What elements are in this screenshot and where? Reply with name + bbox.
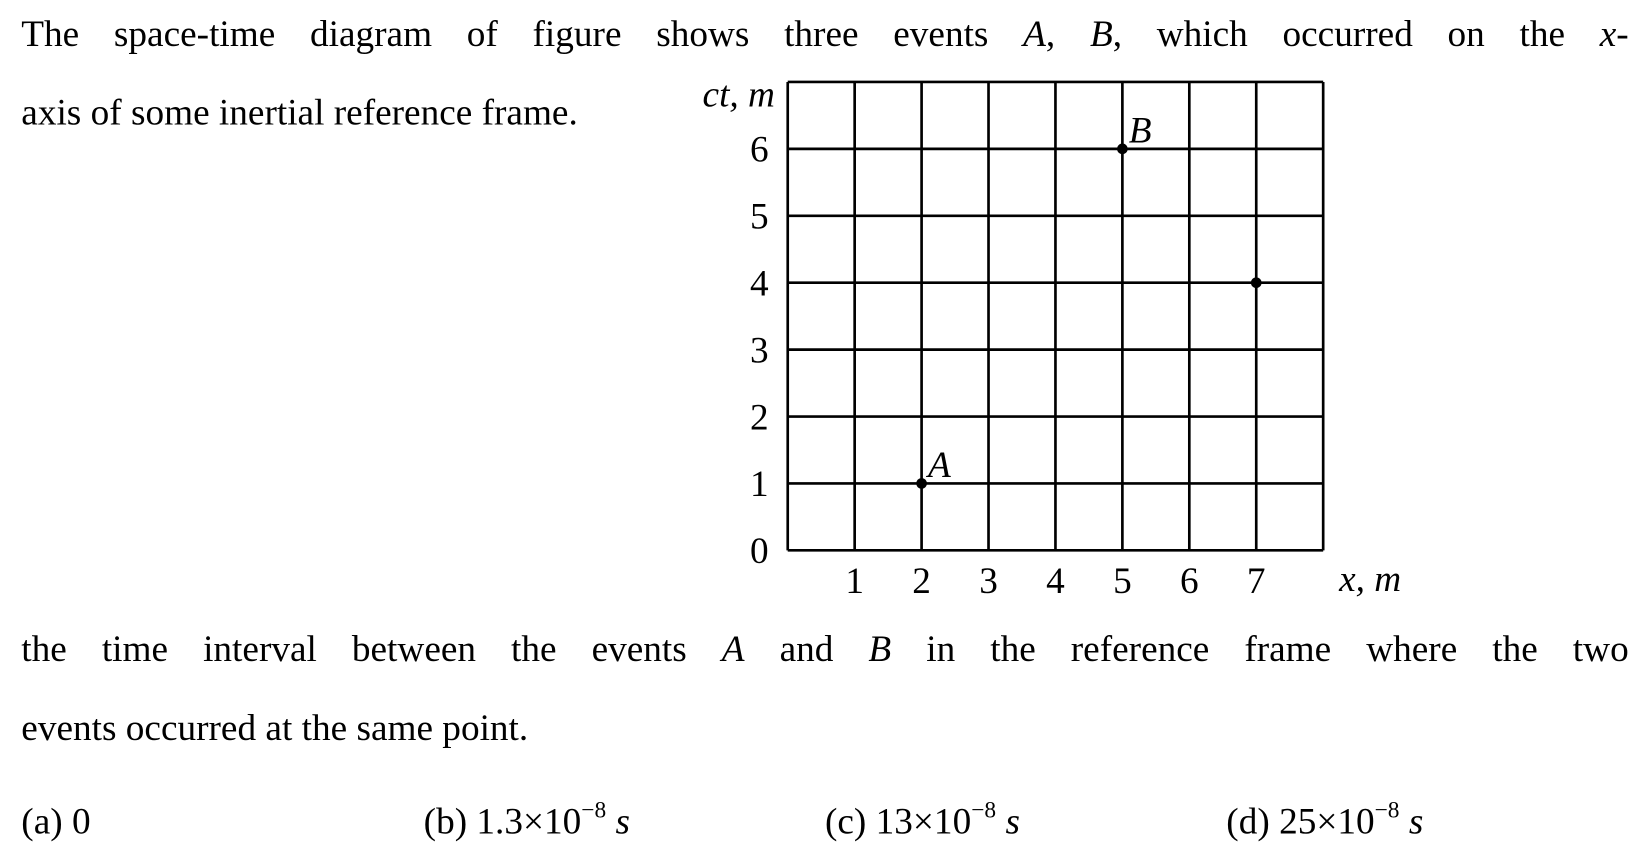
- event-b-ref: B: [868, 628, 892, 670]
- x-tick-label: 4: [1046, 560, 1065, 602]
- option-label: (d): [1226, 800, 1270, 843]
- x-tick-label: 1: [845, 560, 864, 602]
- option-value: 0: [71, 800, 91, 843]
- y-tick-label: 0: [749, 531, 769, 573]
- option-a[interactable]: [21, 801, 90, 844]
- option-label: (b): [423, 800, 468, 843]
- text: and: [779, 628, 834, 670]
- y-tick-label: 5: [749, 196, 769, 238]
- option-value: 25×10: [1279, 800, 1375, 843]
- event-point: [1251, 277, 1262, 288]
- x-tick-label: 5: [1113, 560, 1132, 602]
- option-unit: s: [1005, 800, 1020, 843]
- text: -: [1616, 12, 1629, 55]
- event-label: B: [1128, 110, 1152, 152]
- option-d[interactable]: [1226, 796, 1424, 844]
- x-tick-label: 2: [912, 560, 931, 602]
- text: ,: [1045, 12, 1056, 55]
- option-value: 1.3×10: [476, 800, 582, 843]
- y-tick-label: 6: [749, 129, 769, 171]
- option-c[interactable]: [824, 796, 1020, 844]
- y-tick-label: 1: [749, 464, 769, 506]
- text: the time interval between the events: [21, 628, 687, 670]
- y-tick-label: 2: [749, 397, 769, 439]
- event-point: [916, 478, 927, 489]
- event-label: A: [927, 445, 951, 487]
- event-b-ref: B: [1089, 12, 1113, 55]
- option-unit: s: [1408, 800, 1424, 843]
- y-tick-label: 3: [749, 330, 769, 372]
- text: in the reference frame where the two: [926, 628, 1629, 670]
- option-value: 13×10: [875, 800, 972, 843]
- x-tick-label: 3: [979, 560, 998, 602]
- option-label: (c): [824, 800, 867, 843]
- option-label: (a): [21, 800, 63, 843]
- option-exponent: −8: [1374, 796, 1400, 823]
- text: The space-time diagram of figure shows three events: [21, 12, 989, 55]
- question-line-2: axis of some inertial reference frame.: [21, 91, 578, 134]
- axis-var: x: [1599, 12, 1617, 55]
- event-a-ref: A: [1023, 12, 1046, 55]
- option-unit: s: [615, 800, 631, 843]
- x-tick-label: 7: [1246, 560, 1266, 602]
- option-exponent: −8: [581, 796, 607, 823]
- y-tick-label: 4: [749, 263, 769, 305]
- option-b[interactable]: [423, 796, 631, 844]
- y-axis-label: ct, m: [702, 74, 775, 116]
- event-a-ref: A: [721, 628, 745, 670]
- event-point: [1117, 144, 1128, 155]
- option-exponent: −8: [971, 796, 997, 823]
- question-line-3: [21, 628, 1629, 670]
- x-tick-label: 6: [1180, 560, 1199, 602]
- question-line-4: events occurred at the same point.: [21, 706, 529, 749]
- text: , which occurred on the: [1112, 12, 1566, 55]
- x-axis-label: x, m: [1339, 558, 1402, 600]
